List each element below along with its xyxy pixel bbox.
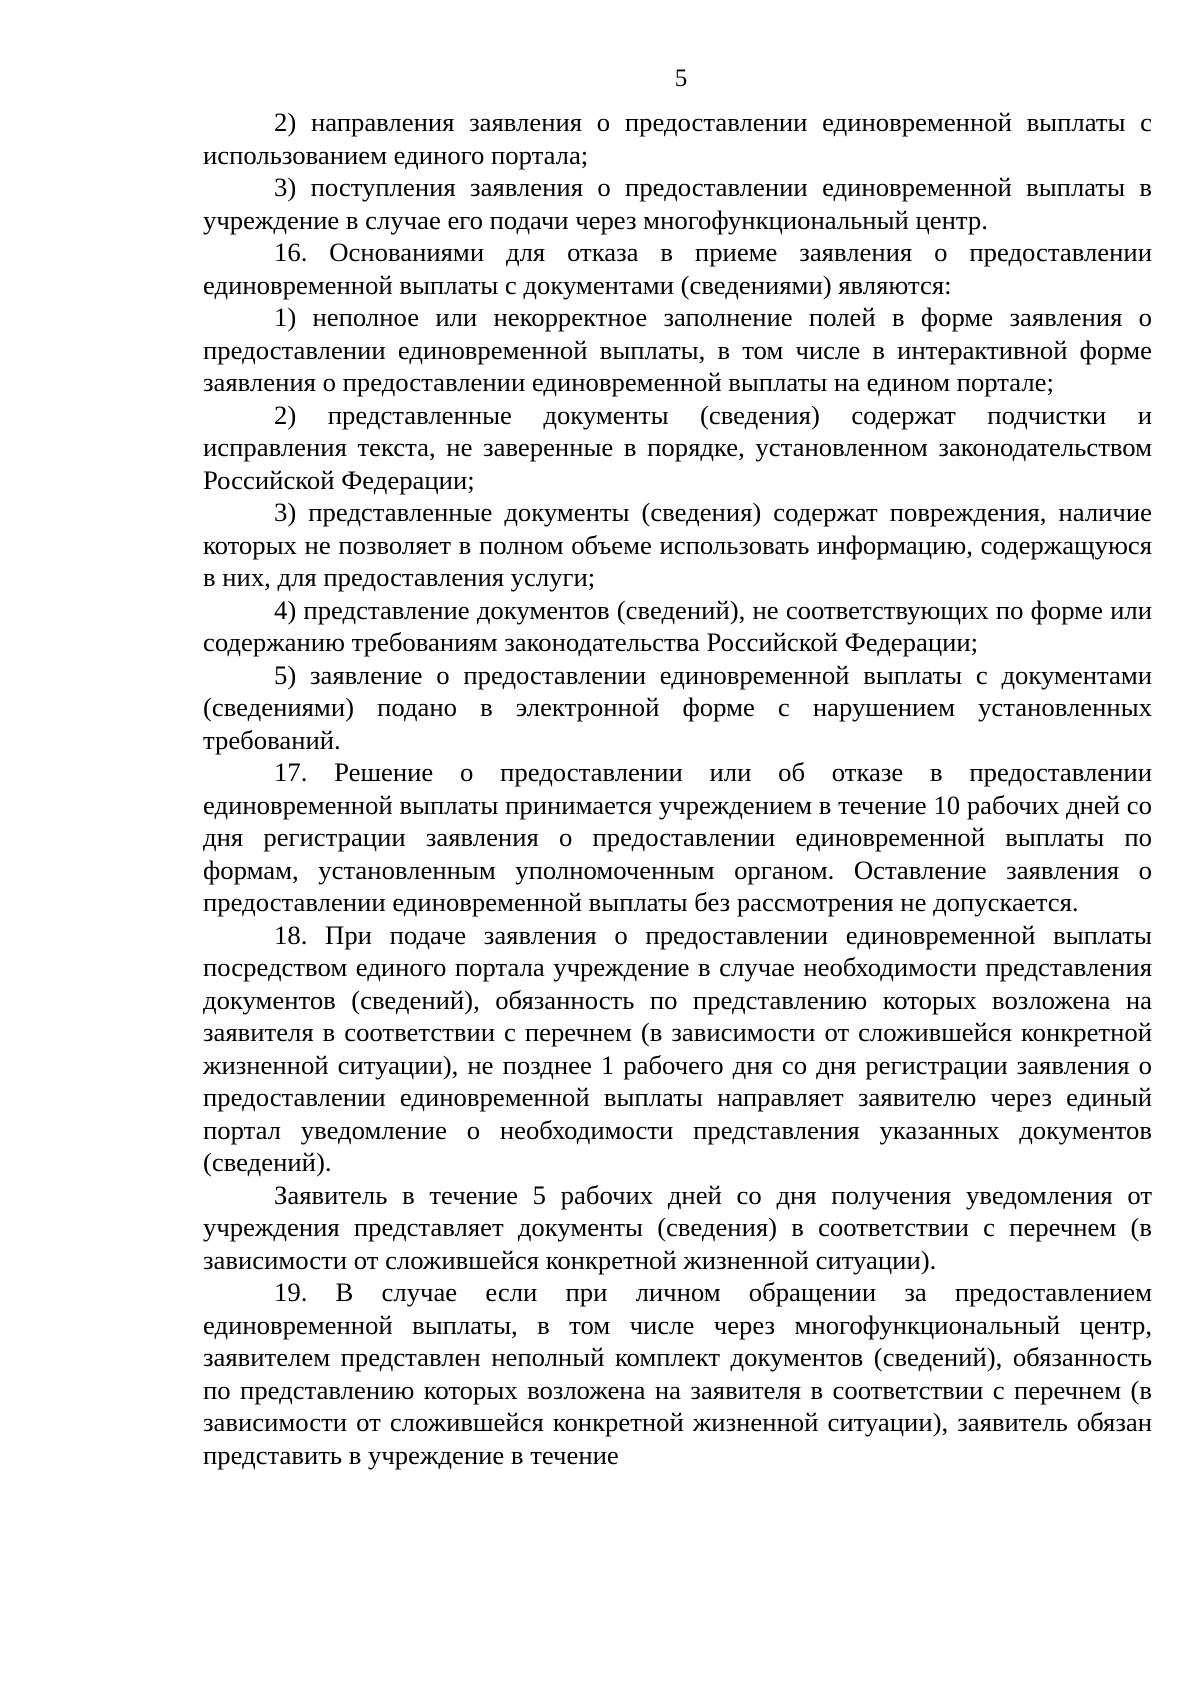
paragraph-16-item-4: 4) представление документов (сведений), не соответствующих по форме или содержанию требованиям законодательства Российской Федерации; [203,594,1152,657]
document-body [203,106,1152,1471]
paragraph-16-refusal-grounds: 16. Основаниями для отказа в приеме заявления о предоставлении единовременной выплаты с документами (сведениями) являются: [203,237,1152,300]
paragraph-17-decision: 17. Решение о предоставлении или об отказе в предоставлении единовременной выплаты принимается учреждением в течение 10 рабочих дней со дня регистрации заявления о предоставлении единовременной выплаты по формам, установленным уполномоченным органом. Оставление заявления о предоставлении единовременной выплаты без рассмотрения не допускается. [203,757,1152,917]
paragraph-18-applicant-deadline: Заявитель в течение 5 рабочих дней со дня получения уведомления от учреждения представляет документы (сведения) в соответствии с перечнем (в зависимости от сложившейся конкретной жизненной ситуации). [203,1179,1152,1275]
paragraph-19-incomplete-set: 19. В случае если при личном обращении за предоставлением единовременной выплаты, в том числе через многофункциональный центр, заявителем представлен неполный комплект документов (сведений), обязанность по представлению которых возложена на заявителя в соответствии с перечнем (в зависимости от сложившейся конкретной жизненной ситуации), заявитель обязан представить в учреждение в течение [203,1277,1152,1470]
paragraph-16-item-2: 2) представленные документы (сведения) содержат подчистки и исправления текста, не заверенные в порядке, установленном законодательством Российской Федерации; [203,399,1152,495]
page-number: 5 [674,65,688,92]
paragraph-16-item-5: 5) заявление о предоставлении единовременной выплаты с документами (сведениями) подано в электронной форме с нарушением установленных требований. [203,659,1152,755]
paragraph-16-item-1: 1) неполное или некорректное заполнение полей в форме заявления о предоставлении единовременной выплаты, в том числе в интерактивной форме заявления о предоставлении единовременной выплаты на едином портале; [203,302,1152,397]
paragraph-item-3-mfc: 3) поступления заявления о предоставлении единовременной выплаты в учреждение в случае его подачи через многофункциональный центр. [203,172,1152,235]
paragraph-item-2-portal: 2) направления заявления о предоставлении единовременной выплаты с использованием единого портала; [203,107,1152,170]
paragraph-16-item-3: 3) представленные документы (сведения) содержат повреждения, наличие которых не позволяет в полном объеме использовать информацию, содержащуюся в них, для предоставления услуги; [203,497,1152,592]
paragraph-18-portal-notice: 18. При подаче заявления о предоставлении единовременной выплаты посредством единого портала учреждение в случае необходимости представления документов (сведений), обязанность по представлению которых возложена на заявителя в соответствии с перечнем (в зависимости от сложившейся конкретной жизненной ситуации), не позднее 1 рабочего дня со дня регистрации заявления о предоставлении единовременной выплаты направляет заявителю через единый портал уведомление о необходимости представления указанных документов (сведений). [203,919,1152,1177]
